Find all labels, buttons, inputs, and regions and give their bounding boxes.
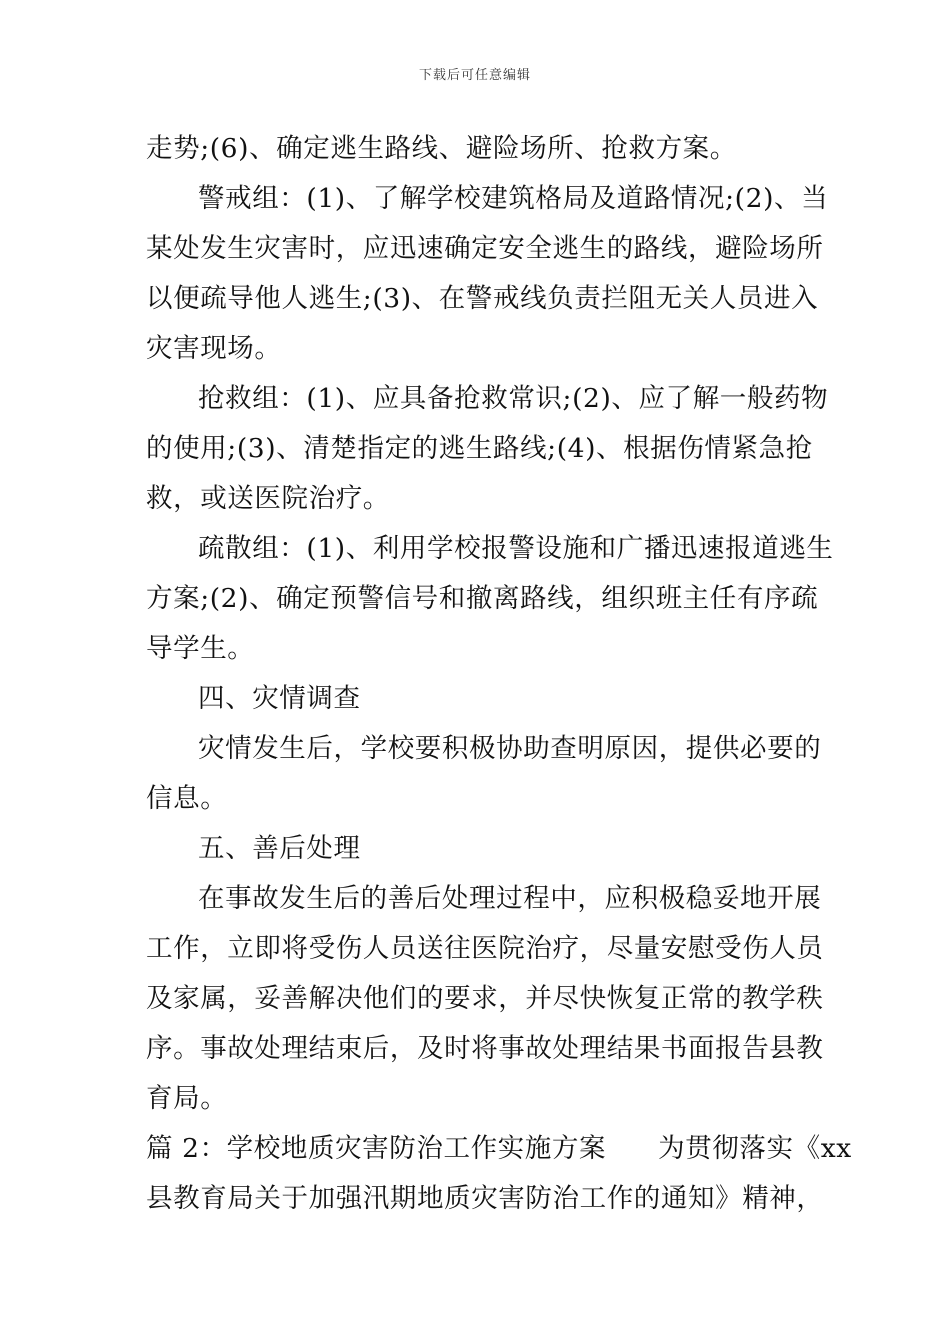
paragraph-line: 救，或送医院治疗。 [146,483,390,514]
paragraph-line: 的使用;(3)、清楚指定的逃生路线;(4)、根据伤情紧急抢 [146,433,813,464]
paragraph-line: 信息。 [146,783,228,814]
paragraph-line: 以便疏导他人逃生;(3)、在警戒线负责拦阻无关人员进入 [146,283,819,314]
page-header: 下载后可任意编辑 [418,68,531,83]
paragraph-line: 灾情发生后，学校要积极协助查明原因，提供必要的 [198,733,822,764]
paragraph-line: 县教育局关于加强汛期地质灾害防治工作的通知》精神， [146,1183,824,1214]
paragraph-line: 警戒组：(1)、了解学校建筑格局及道路情况;(2)、当 [198,183,829,214]
section-heading: 五、善后处理 [198,833,361,864]
section-title: 篇 2：学校地质灾害防治工作实施方案 [146,1133,607,1164]
section-lead: 为贯彻落实《xx [658,1133,852,1164]
paragraph-line: 某处发生灾害时，应迅速确定安全逃生的路线，避险场所 [146,233,824,264]
paragraph-line: 在事故发生后的善后处理过程中，应积极稳妥地开展 [198,883,822,914]
paragraph-line: 灾害现场。 [146,333,282,364]
paragraph-line: 疏散组：(1)、利用学校报警设施和广播迅速报道逃生 [198,533,834,564]
paragraph-line: 导学生。 [146,633,255,664]
paragraph-line: 抢救组：(1)、应具备抢救常识;(2)、应了解一般药物 [198,383,829,414]
section-title-line [146,1124,852,1174]
paragraph-line: 方案;(2)、确定预警信号和撤离路线，组织班主任有序疏 [146,583,819,614]
paragraph-line: 育局。 [146,1083,228,1114]
paragraph-line: 走势;(6)、确定逃生路线、避险场所、抢救方案。 [146,133,737,164]
section-heading: 四、灾情调查 [198,683,361,714]
paragraph-line: 序。事故处理结束后，及时将事故处理结果书面报告县教 [146,1033,824,1064]
paragraph-line: 工作，立即将受伤人员送往医院治疗，尽量安慰受伤人员 [146,933,824,964]
document-body [146,124,852,1224]
paragraph-line: 及家属，妥善解决他们的要求，并尽快恢复正常的教学秩 [146,983,824,1014]
